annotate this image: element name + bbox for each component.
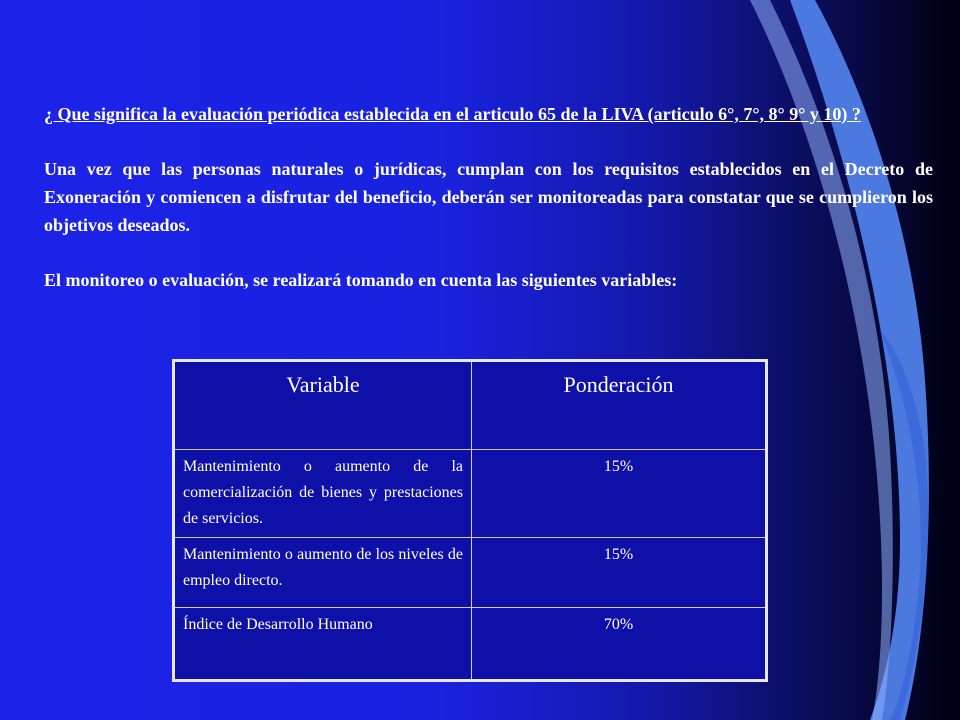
question-heading: ¿ Que significa la evaluación periódica establecida en el articulo 65 de la LIVA (articulo 6°, 7°, 8° 9° y 10) ? — [44, 104, 861, 124]
cell-ponderacion: 70% — [472, 608, 767, 681]
table-row — [174, 538, 767, 608]
cell-variable: Mantenimiento o aumento de la comercialización de bienes y prestaciones de servicios. — [174, 450, 472, 538]
cell-variable: Índice de Desarrollo Humano — [174, 608, 472, 681]
cell-ponderacion: 15% — [472, 538, 767, 608]
variables-table — [172, 359, 768, 682]
header-variable: Variable — [174, 361, 472, 450]
table-row — [174, 608, 767, 681]
header-ponderacion: Ponderación — [472, 361, 767, 450]
cell-variable: Mantenimiento o aumento de los niveles de empleo directo. — [174, 538, 472, 608]
paragraph-variables-intro: El monitoreo o evaluación, se realizará tomando en cuenta las siguientes variables: — [44, 270, 678, 290]
table-row — [174, 450, 767, 538]
table-header-row — [174, 361, 767, 450]
slide-text — [44, 100, 933, 294]
cell-ponderacion: 15% — [472, 450, 767, 538]
paragraph-monitoring: Una vez que las personas naturales o jurídicas, cumplan con los requisitos establecidos en el Decreto de Exoneración y comiencen a disfrutar del beneficio, deberán ser monitoreadas para constatar que se cumplieron los objetivos deseados. — [44, 159, 933, 235]
